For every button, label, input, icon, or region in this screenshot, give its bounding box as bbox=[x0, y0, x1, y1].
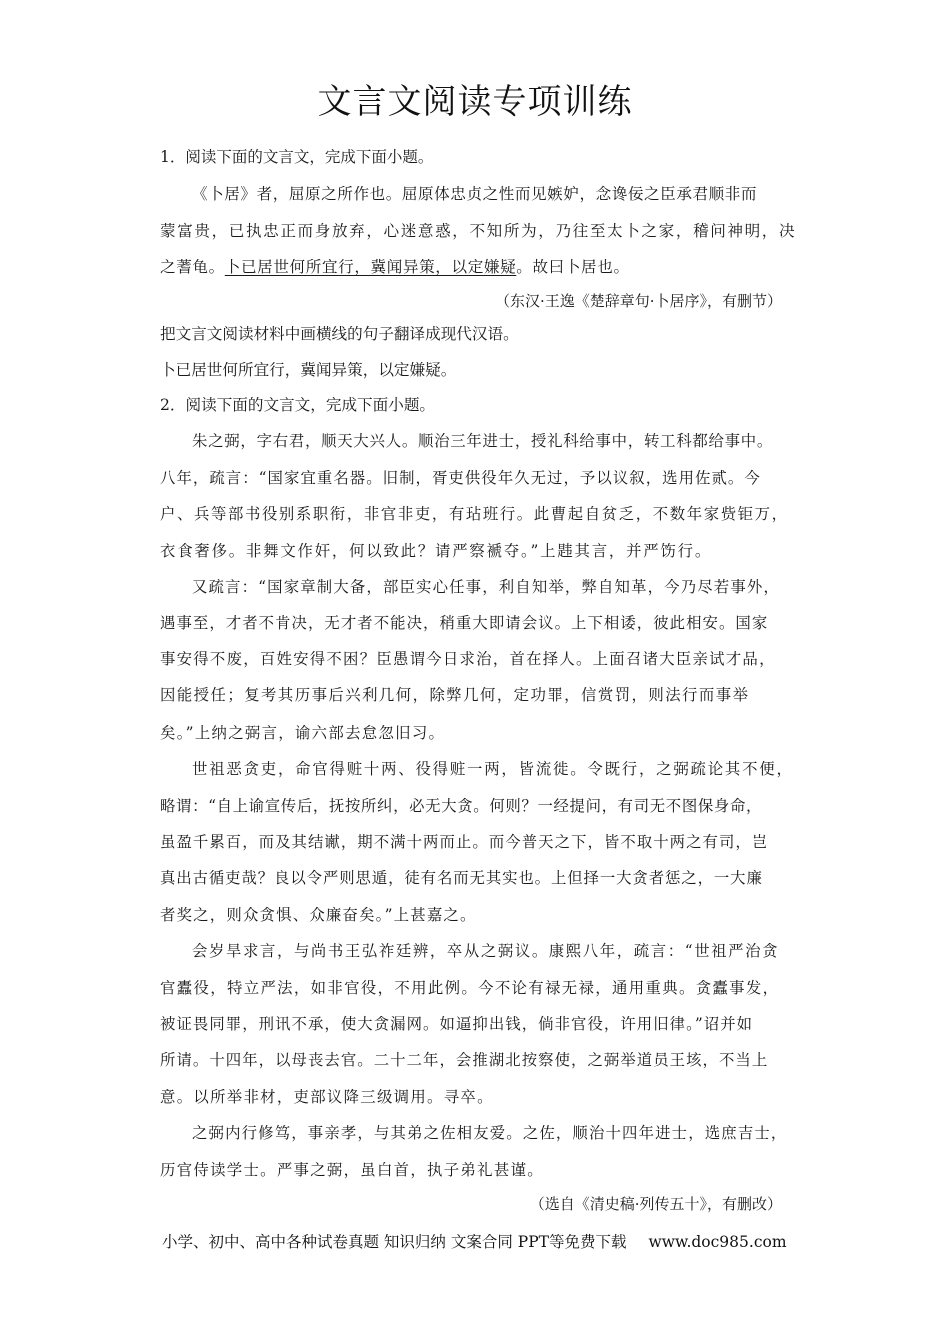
q1-task: 把文言文阅读材料中画横线的句子翻译成现代汉语。 bbox=[160, 325, 519, 343]
q2-line: 会岁旱求言，与尚书王弘祚廷辨，卒从之弼议。康熙八年，疏言：“世祖严治贪 bbox=[192, 942, 780, 960]
q1-passage-line-3 bbox=[160, 256, 790, 278]
q2-line: 意。以所举非材，吏部议降三级调用。寻卒。 bbox=[160, 1088, 494, 1106]
page-title: 文言文阅读专项训练 bbox=[317, 82, 633, 122]
q2-line: 历官侍读学士。严事之弼，虽白首，执子弟礼甚谨。 bbox=[160, 1161, 544, 1179]
q1-passage-text-end: 。故曰卜居也。 bbox=[516, 258, 630, 276]
footer-url: www.doc985.com bbox=[648, 1233, 787, 1251]
q2-line: 遇事至，才者不肯决，无才者不能决，稍重大即请会议。上下相诿，彼此相安。国家 bbox=[160, 614, 769, 632]
q1-passage-line-2: 蒙富贵，已执忠正而身放弃，心迷意惑，不知所为，乃往至太卜之家，稽问神明，决 bbox=[160, 222, 797, 240]
q1-sentence: 卜已居世何所宜行，冀闻异策，以定嫌疑。 bbox=[160, 361, 457, 379]
q2-line: 者奖之，则众贪惧、众廉奋矣。”上甚嘉之。 bbox=[160, 906, 477, 924]
footer-text: 小学、初中、高中各种试卷真题 知识归纳 文案合同 PPT等免费下载 bbox=[162, 1233, 627, 1251]
q1-underlined-sentence: 卜已居世何所宜行，冀闻异策，以定嫌疑 bbox=[224, 258, 517, 276]
page-footer bbox=[162, 1230, 787, 1252]
q2-line: 因能授任；复考其历事后兴利几何，除弊几何，定功罪，信赏罚，则法行而事举 bbox=[160, 686, 750, 704]
q2-line: 户、兵等部书役别系职衔，非官非吏，有玷班行。此曹起自贫乏，不数年家赀钜万， bbox=[160, 505, 789, 523]
q2-line: 被证畏同罪，刑讯不承，使大贪漏网。如逼抑出钱，倘非官役，许用旧律。”诏并如 bbox=[160, 1015, 754, 1033]
q2-line: 事安得不废，百姓安得不困？臣愚谓今日求治，首在择人。上面召诸大臣亲试才品， bbox=[160, 650, 776, 668]
q2-line: 又疏言：“国家章制大备，部臣实心任事，利自知举，弊自知革，今乃尽若事外， bbox=[192, 578, 780, 596]
q2-line: 略谓：“自上谕宣传后，抚按所纠，必无大贪。何则？一经提问，有司无不图保身命， bbox=[160, 797, 763, 815]
q2-line: 所请。十四年，以母丧去官。二十二年，会推湖北按察使，之弼举道员王垓，不当上 bbox=[160, 1051, 769, 1069]
q1-passage-text: 之蓍龟。 bbox=[160, 258, 225, 276]
q2-line: 世祖恶贪吏，命官得赃十两、役得赃一两，皆流徙。令既行，之弼疏论其不便， bbox=[192, 760, 794, 778]
q1-source: （东汉·王逸《楚辞章句·卜居序》，有删节） bbox=[494, 292, 782, 310]
q2-header: 2．阅读下面的文言文，完成下面小题。 bbox=[160, 396, 436, 414]
q1-passage-line-1: 《卜居》者，屈原之所作也。屈原体忠贞之性而见嫉妒，念谗佞之臣承君顺非而 bbox=[192, 185, 758, 203]
q2-line: 虽盈千累百，而及其结谳，期不满十两而止。而今普天之下，皆不取十两之有司，岂 bbox=[160, 833, 769, 851]
q2-line: 八年，疏言：“国家宜重名器。旧制，胥吏供役年久无过，予以议叙，选用佐贰。今 bbox=[160, 469, 761, 487]
q2-line: 朱之弼，字右君，顺天大兴人。顺治三年进士，授礼科给事中，转工科都给事中。 bbox=[192, 432, 774, 450]
q2-source: （选自《清史稿·列传五十》，有删改） bbox=[529, 1195, 782, 1213]
q2-line: 官蠹役，特立严法，如非官役，不用此例。今不论有禄无禄，通用重典。贪蠹事发， bbox=[160, 979, 780, 997]
q1-header: 1．阅读下面的文言文，完成下面小题。 bbox=[160, 148, 434, 166]
q2-line: 衣食奢侈。非舞文作奸，何以致此？请严察褫夺。”上韪其言，并严饬行。 bbox=[160, 542, 713, 560]
q2-line: 矣。”上纳之弼言，谕六部去怠忽旧习。 bbox=[160, 724, 446, 742]
q2-line: 真出古循吏哉？良以令严则思遁，徒有名而无其实也。上但择一大贪者惩之，一大廉 bbox=[160, 869, 763, 887]
q2-line: 之弼内行修笃，事亲孝，与其弟之佐相友爱。之佐，顺治十四年进士，选庶吉士， bbox=[192, 1124, 788, 1142]
